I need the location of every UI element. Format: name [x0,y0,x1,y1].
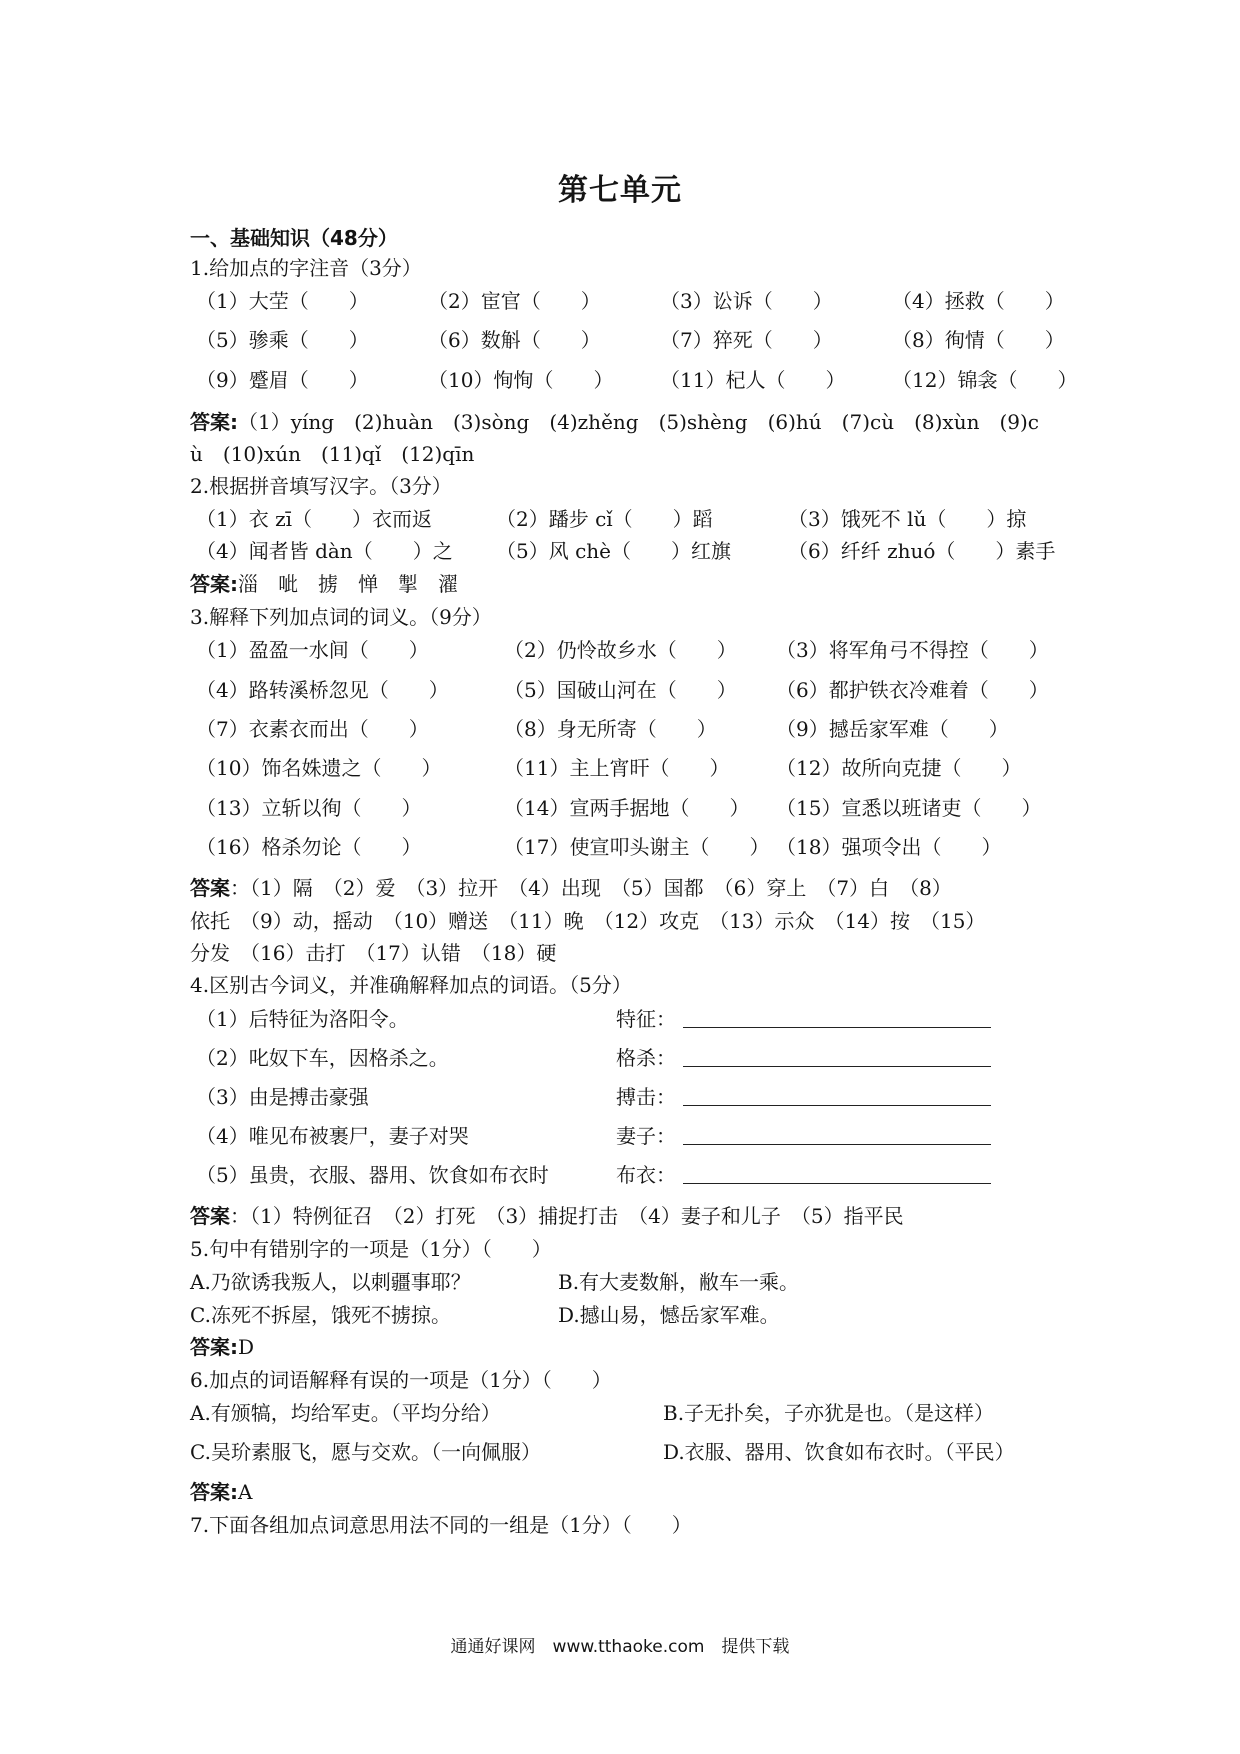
q3-item: （18）强项令出（ ） [776,835,1002,859]
q4-label: 特征： [616,1007,676,1031]
q4-sentence: （2）叱奴下车，因格杀之。 [196,1046,449,1070]
q1-item: （6）数斛（ ） [428,328,601,352]
q4-sentence: （4）唯见布被裹尸，妻子对哭 [196,1124,469,1148]
answer-text: A [238,1480,253,1504]
q2-item: （2）蹯步 cǐ（ ）蹈 [496,507,713,531]
option-a: A.乃欲诱我叛人，以刺疆事耶？ [190,1270,471,1294]
q1-item: （8）徇情（ ） [892,328,1065,352]
option-a: A.有颁犒，均给军吏。（平均分给） [190,1401,501,1425]
question-3-stem: 3.解释下列加点词的词义。（9分） [190,605,492,629]
answer-blank[interactable] [683,1183,991,1184]
question-6-options [663,1397,994,1426]
q3-item: （17）使宣叩头谢主（ ） [504,835,770,859]
q3-item: （8）身无所寄（ ） [504,717,717,741]
question-4-answer [190,1200,904,1229]
q3-item: （6）都护铁衣冷难着（ ） [776,678,1049,702]
q3-item: （3）将军角弓不得控（ ） [776,638,1049,662]
answer-blank[interactable] [683,1144,991,1145]
question-3-answer-cont: 依托 （9）动，摇动 （10）赠送 （11）晚 （12）攻克 （13）示众 （14）按 （15） [190,909,986,933]
option-c: C.吴玠素服飞，愿与交欢。（一向佩服） [190,1440,541,1464]
option-d: D.衣服、器用、饮食如布衣时。（平民） [663,1440,1015,1464]
q3-item: （5）国破山河在（ ） [504,678,737,702]
q3-item: （10）饰名姝遗之（ ） [196,756,442,780]
question-1-answer [190,406,1039,435]
section-heading: 一、基础知识（48分） [190,226,398,250]
answer-label: 答案: [190,410,238,434]
question-5-stem: 5.句中有错别字的一项是（1分）（ ） [190,1237,552,1261]
q2-item: （5）风 chè（ ）红旗 [496,539,731,563]
answer-text: D [238,1335,255,1359]
q2-item: （1）衣 zī（ ）衣而返 [196,507,433,531]
question-5-options [190,1299,451,1328]
answer-blank[interactable] [683,1027,991,1028]
q4-label: 搏击： [616,1085,676,1109]
answer-label: 答案: [190,572,238,596]
q4-sentence: （5）虽贵，衣服、器用、饮食如布衣时 [196,1163,549,1187]
question-6-options [663,1436,1015,1465]
question-6-options [190,1436,541,1465]
question-3-answer [190,872,952,901]
question-6-options [190,1397,501,1426]
answer-label: 答案 [190,1204,230,1228]
q1-item: （2）宦官（ ） [428,289,601,313]
q3-item: （2）仍怜故乡水（ ） [504,638,737,662]
q4-sentence: （3）由是搏击豪强 [196,1085,369,1109]
q2-item: （3）饿死不 lǔ（ ）掠 [788,507,1027,531]
answer-text: ：（1）特例征召 （2）打死 （3）捕捉打击 （4）妻子和儿子 （5）指平民 [230,1204,904,1228]
q1-item: （5）骖乘（ ） [196,328,369,352]
page-footer: 通通好课网 www.tthaoke.com 提供下载 [450,1637,790,1657]
answer-label: 答案: [190,1480,238,1504]
q3-item: （9）撼岳家军难（ ） [776,717,1009,741]
question-2-stem: 2.根据拼音填写汉字。（3分） [190,474,452,498]
option-d: D.撼山易，憾岳家军难。 [558,1303,780,1327]
q3-item: （14）宣两手据地（ ） [504,796,750,820]
q3-item: （1）盈盈一水间（ ） [196,638,429,662]
question-7-stem: 7.下面各组加点词意思用法不同的一组是（1分）（ ） [190,1513,692,1537]
q3-item: （12）故所向克捷（ ） [776,756,1022,780]
question-3-answer-cont: 分发 （16）击打 （17）认错 （18）硬 [190,941,557,965]
q1-item: （1）大茔（ ） [196,289,369,313]
question-4-stem: 4.区别古今词义，并准确解释加点的词语。（5分） [190,973,632,997]
q3-item: （13）立斩以徇（ ） [196,796,422,820]
answer-label: 答案: [190,1335,238,1359]
q1-item: （3）讼诉（ ） [660,289,833,313]
option-b: B.子无扑矣，子亦犹是也。（是这样） [663,1401,995,1425]
q1-item: （7）猝死（ ） [660,328,833,352]
page-title: 第七单元 [558,173,682,208]
q1-item: （11）杞人（ ） [660,368,846,392]
question-5-answer [190,1331,254,1360]
question-1-answer-cont: ù (10)xún (11)qǐ (12)qīn [190,442,475,466]
question-5-options [558,1299,780,1328]
q2-item: （6）纤纤 zhuó（ ）素手 [788,539,1056,563]
q1-item: （10）恂恂（ ） [428,368,614,392]
q3-item: （15）宣悉以班诸吏（ ） [776,796,1042,820]
question-2-answer [190,568,458,597]
q3-item: （7）衣素衣而出（ ） [196,717,429,741]
q3-item: （11）主上宵旰（ ） [504,756,730,780]
q2-item: （4）闻者皆 dàn（ ）之 [196,539,453,563]
option-c: C.冻死不拆屋，饿死不掳掠。 [190,1303,451,1327]
question-6-answer [190,1476,252,1505]
answer-blank[interactable] [683,1066,991,1067]
q1-item: （9）蹙眉（ ） [196,368,369,392]
answer-label: 答案 [190,876,230,900]
q3-item: （4）路转溪桥忽见（ ） [196,678,449,702]
answer-blank[interactable] [683,1105,991,1106]
question-5-options [190,1266,471,1295]
question-1-stem: 1.给加点的字注音（3分） [190,256,422,280]
q1-item: （4）拯救（ ） [892,289,1065,313]
q3-item: （16）格杀勿论（ ） [196,835,422,859]
q4-label: 妻子： [616,1124,676,1148]
answer-text: ：（1）隔 （2）爱 （3）拉开 （4）出现 （5）国都 （6）穿上 （7）白 （8） [230,876,952,900]
answer-text: 淄 呲 掳 惮 掣 濯 [238,572,458,596]
q4-sentence: （1）后特征为洛阳令。 [196,1007,409,1031]
option-b: B.有大麦数斛，敝车一乘。 [558,1270,800,1294]
question-6-stem: 6.加点的词语解释有误的一项是（1分）（ ） [190,1368,612,1392]
question-5-options [558,1266,799,1295]
answer-text: （1）yíng (2)huàn (3)sòng (4)zhěng (5)shèng (6)hú (7)cù (8)xùn (9)c [238,410,1039,434]
q4-label: 格杀： [616,1046,676,1070]
q4-label: 布衣： [616,1163,676,1187]
q1-item: （12）锦衾（ ） [892,368,1078,392]
